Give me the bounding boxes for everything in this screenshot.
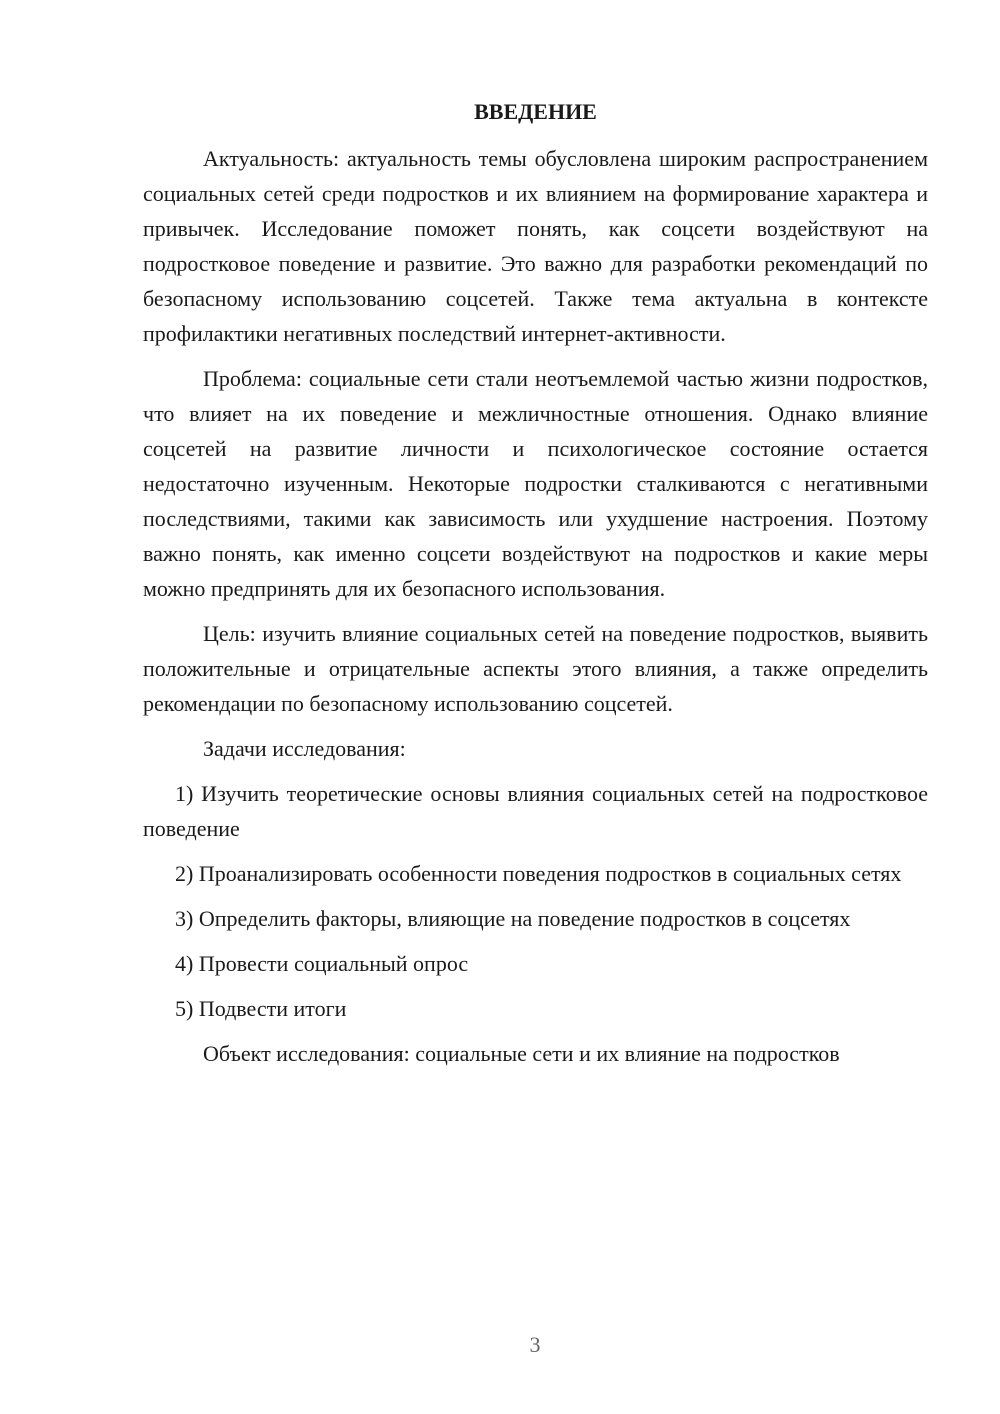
goal-paragraph: Цель: изучить влияние социальных сетей на поведение подростков, выявить положительные и отрицательные аспекты этого влияния, а также определить рекомендации по безопасному использованию соцсетей.: [143, 621, 928, 716]
tasks-heading: Задачи исследования:: [203, 736, 406, 761]
task-item-5: 5) Подвести итоги: [175, 996, 347, 1021]
page-number: 3: [529, 1332, 541, 1357]
document-body: [143, 94, 928, 1081]
task-item-1: 1) Изучить теоретические основы влияния социальных сетей на подростковое поведение: [143, 781, 928, 841]
section-title: ВВЕДЕНИЕ: [474, 99, 597, 124]
task-item-4: 4) Провести социальный опрос: [175, 951, 469, 976]
object-paragraph: Объект исследования: социальные сети и их влияние на подростков: [203, 1041, 840, 1066]
task-item-3: 3) Определить факторы, влияющие на поведение подростков в соцсетях: [175, 906, 851, 931]
relevance-paragraph: Актуальность: актуальность темы обусловлена широким распространением социальных сетей среди подростков и их влиянием на формирование характера и привычек. Исследование поможет понять, как соцсети воздействуют на подростковое поведение и развитие. Это важно для разработки рекомендаций по безопасному использованию соцсетей. Также тема актуальна в контексте профилактики негативных последствий интернет-активности.: [143, 146, 928, 346]
problem-paragraph: Проблема: социальные сети стали неотъемлемой частью жизни подростков, что влияет на их поведение и межличностные отношения. Однако влияние соцсетей на развитие личности и психологическое состояние остается недостаточно изученным. Некоторые подростки сталкиваются с негативными последствиями, такими как зависимость или ухудшение настроения. Поэтому важно понять, как именно соцсети воздействуют на подростков и какие меры можно предпринять для их безопасного использования.: [143, 366, 928, 601]
task-item-2: 2) Проанализировать особенности поведения подростков в социальных сетях: [175, 861, 902, 886]
